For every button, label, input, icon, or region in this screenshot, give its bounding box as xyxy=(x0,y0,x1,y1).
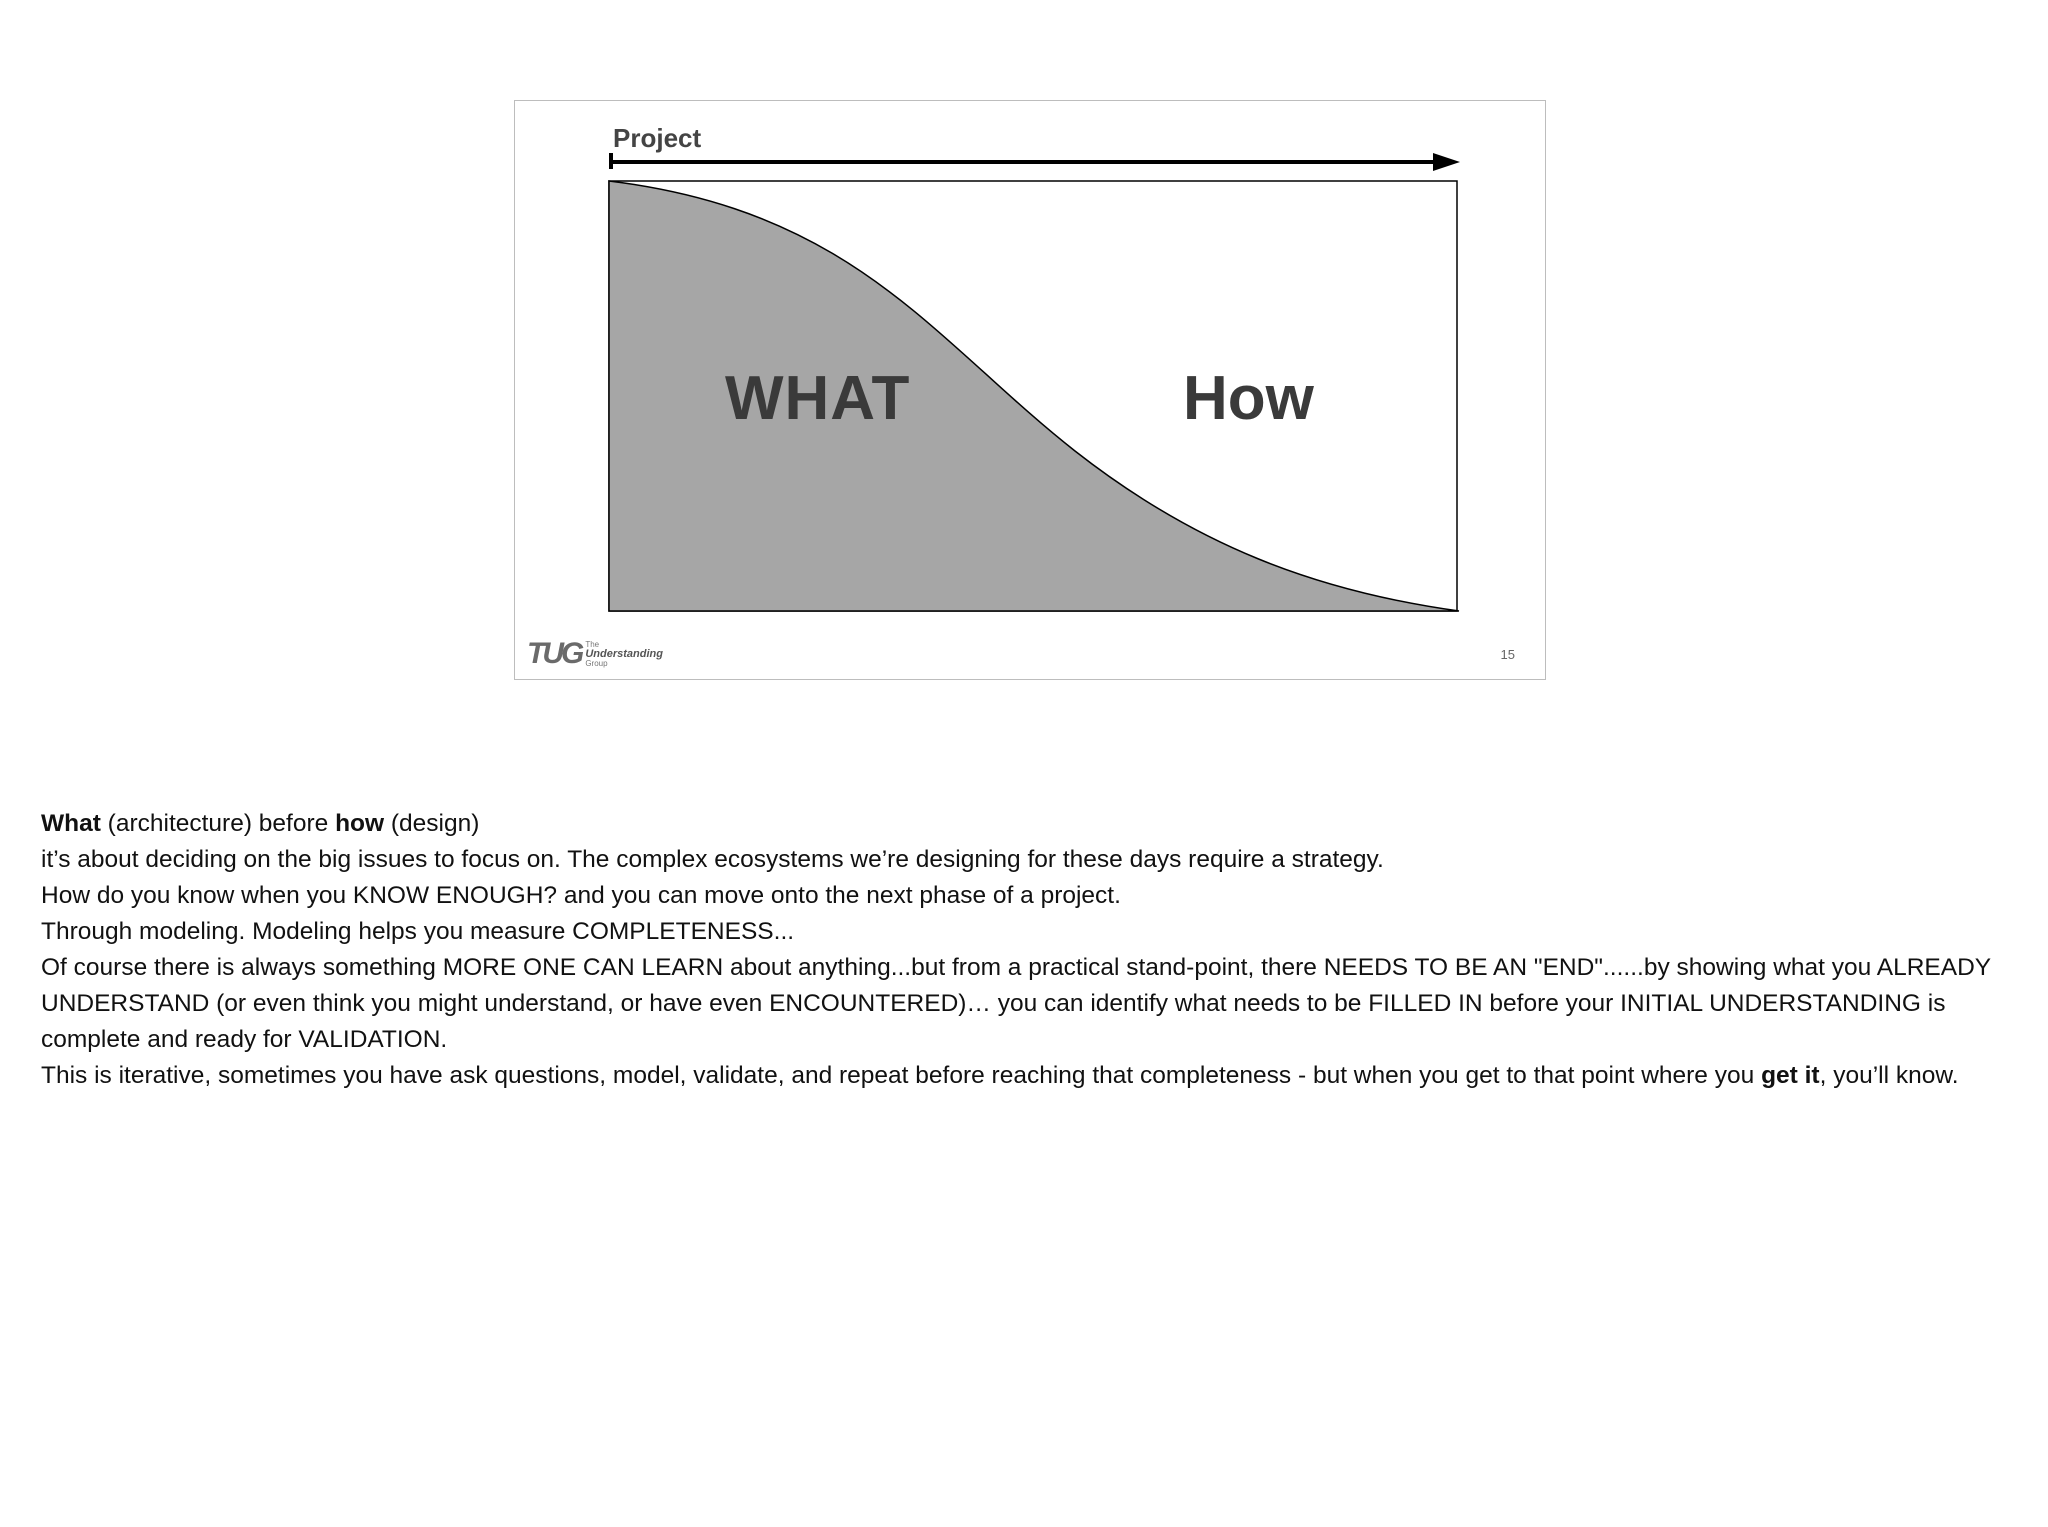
how-label: How xyxy=(1183,364,1314,433)
slide xyxy=(514,100,1546,680)
speaker-notes xyxy=(41,806,2021,1094)
company-logo xyxy=(527,639,663,669)
project-arrow-head xyxy=(1433,153,1460,171)
notes-line-3: How do you know when you KNOW ENOUGH? and you can move onto the next phase of a project. xyxy=(41,882,1121,909)
logo-text xyxy=(585,641,663,668)
notes-line-6 xyxy=(41,1058,2021,1094)
what-how-diagram xyxy=(515,101,1547,681)
notes-line-5: Of course there is always something MORE ONE CAN LEARN about anything...but from a practical stand-point, there NEEDS TO BE AN "END"......by showing what you ALREADY UNDERSTAND (or even think you might understand, or have even ENCOUNTERED)… you can identify what needs to be FILLED IN before your INITIAL UNDERSTANDING is complete and ready for VALIDATION. xyxy=(41,954,1991,1053)
page-number: 15 xyxy=(1500,647,1515,662)
notes-line-2: it’s about deciding on the big issues to focus on. The complex ecosystems we’re designing for these days require a strategy. xyxy=(41,846,1384,873)
logo-mark: TUG xyxy=(527,637,582,670)
logo-line-3: Group xyxy=(585,658,608,668)
notes-line-1 xyxy=(41,806,2021,842)
what-label: WHAT xyxy=(725,364,911,433)
notes-bold-get-it: get it xyxy=(1761,1062,1820,1089)
notes-text: (architecture) before xyxy=(100,810,336,837)
notes-bold-how: how xyxy=(335,810,385,837)
notes-text: , you’ll know. xyxy=(1819,1062,1959,1089)
notes-text: (design) xyxy=(384,810,480,837)
logo-line-2: Understanding xyxy=(585,647,663,660)
project-label: Project xyxy=(613,123,702,153)
notes-bold-what: What xyxy=(41,810,101,837)
notes-text: This is iterative, sometimes you have ask questions, model, validate, and repeat before reaching that completeness - but when you get to that point where you xyxy=(41,1062,1762,1089)
notes-line-4: Through modeling. Modeling helps you measure COMPLETENESS... xyxy=(41,918,795,945)
logo-line-1: The xyxy=(585,639,600,649)
